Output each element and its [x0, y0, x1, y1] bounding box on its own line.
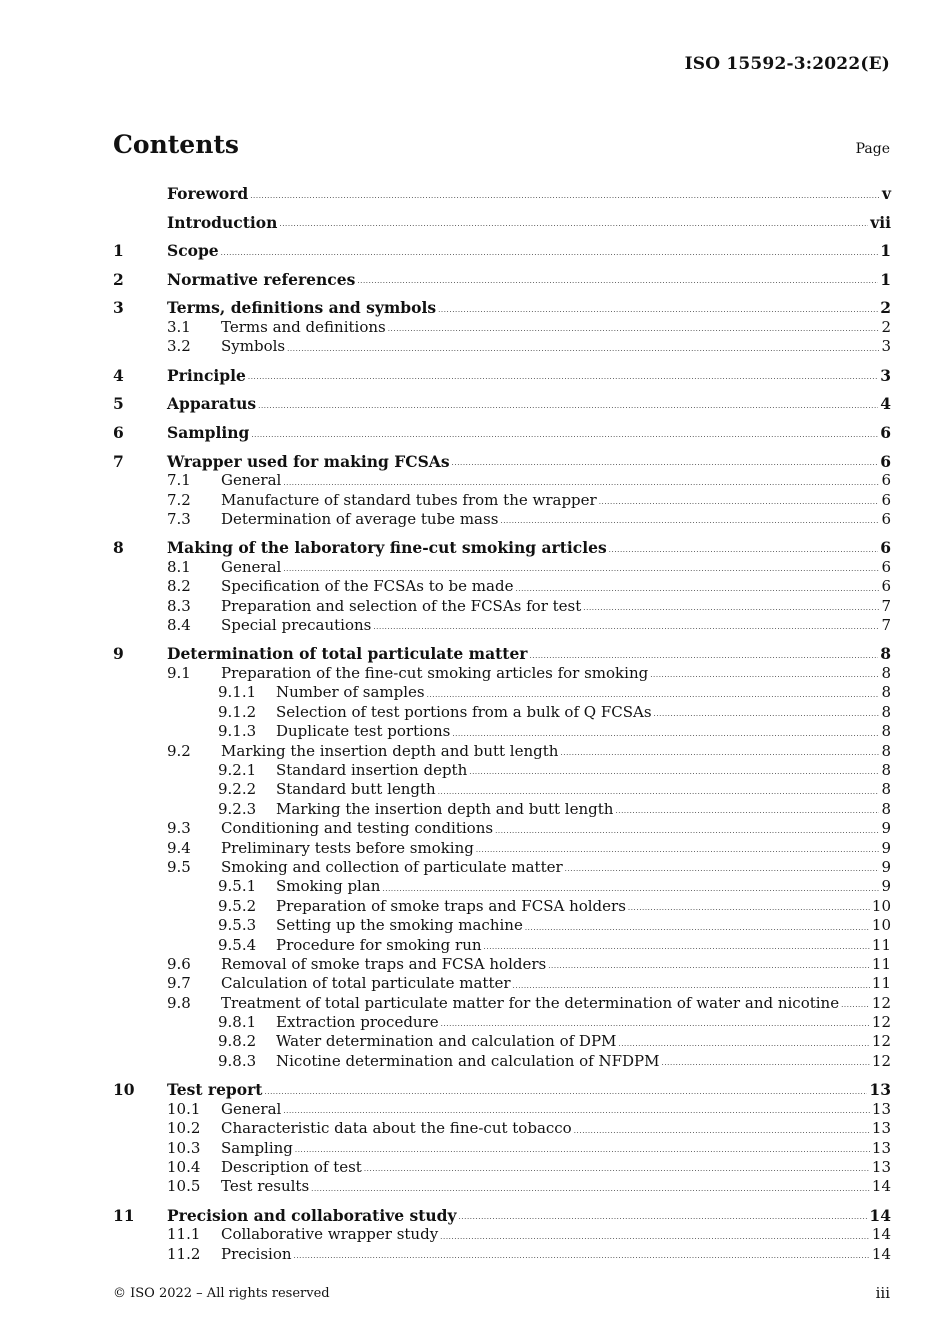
- toc-entry-page: 9: [881, 857, 891, 876]
- toc-entry-number: 3.2: [167, 337, 191, 356]
- page-title: Contents: [113, 130, 240, 159]
- dot-leader: [500, 517, 879, 525]
- page-column-label: Page: [855, 141, 890, 157]
- toc-entry[interactable]: [113, 722, 891, 741]
- dot-leader: [458, 1213, 867, 1221]
- toc-entry[interactable]: [113, 800, 891, 819]
- toc-entry-title: Water determination and calculation of DPM: [276, 1032, 617, 1051]
- dot-leader: [311, 1185, 870, 1193]
- dot-leader: [615, 807, 879, 815]
- toc-entry-title: Smoking and collection of particulate matter: [221, 857, 563, 876]
- toc-entry[interactable]: [113, 1245, 891, 1264]
- copyright-notice: © ISO 2022 – All rights reserved: [113, 1286, 330, 1301]
- toc-entry-title: Removal of smoke traps and FCSA holders: [221, 954, 547, 973]
- toc-entry-page: 6: [881, 557, 891, 576]
- toc-entry-number: 8.3: [167, 596, 191, 615]
- toc-entry[interactable]: [113, 184, 891, 204]
- toc-entry[interactable]: [113, 471, 891, 490]
- toc-entry-number: 4: [113, 365, 124, 385]
- dot-leader: [469, 768, 879, 776]
- page-number: iii: [875, 1284, 890, 1302]
- toc-entry[interactable]: [113, 213, 891, 233]
- toc-entry-page: 4: [880, 394, 891, 414]
- toc-entry-page: 13: [871, 1158, 891, 1177]
- toc-entry-number: 10.2: [167, 1119, 201, 1138]
- dot-leader: [841, 1001, 870, 1009]
- dot-leader: [628, 904, 870, 912]
- toc-entry-page: 8: [880, 644, 891, 664]
- toc-entry-title: Calculation of total particulate matter: [221, 974, 511, 993]
- toc-entry-title: Number of samples: [276, 683, 425, 702]
- dot-leader: [382, 885, 879, 893]
- dot-leader: [258, 402, 878, 410]
- toc-entry-page: 6: [881, 471, 891, 490]
- toc-entry-number: 9.3: [167, 819, 191, 838]
- toc-entry-title: Preliminary tests before smoking: [221, 838, 474, 857]
- toc-entry-title: Determination of average tube mass: [221, 509, 499, 528]
- dot-leader: [283, 479, 879, 487]
- dot-leader: [438, 306, 878, 314]
- toc-entry-page: 2: [881, 317, 891, 336]
- toc-entry-number: 7.3: [167, 509, 191, 528]
- toc-entry-number: 9.4: [167, 838, 191, 857]
- toc-entry-title: Setting up the smoking machine: [276, 916, 523, 935]
- toc-entry-page: 11: [871, 974, 891, 993]
- toc-entry-title: Terms and definitions: [221, 317, 386, 336]
- toc-entry-page: v: [881, 184, 891, 203]
- dot-leader: [279, 220, 868, 228]
- toc-entry-number: 9.1.1: [218, 683, 257, 702]
- toc-entry[interactable]: [113, 858, 891, 877]
- dot-leader: [513, 982, 870, 990]
- toc-entry-page: 6: [880, 538, 891, 558]
- dot-leader: [515, 585, 879, 593]
- dot-leader: [248, 373, 878, 381]
- toc-entry-number: 9.7: [167, 974, 191, 993]
- toc-entry[interactable]: [113, 916, 891, 935]
- toc-entry-title: Standard butt length: [276, 780, 436, 799]
- toc-entry[interactable]: [113, 241, 891, 261]
- dot-leader: [583, 604, 879, 612]
- dot-leader: [357, 277, 878, 285]
- toc-entry-page: 6: [880, 422, 891, 442]
- toc-entry[interactable]: [113, 1052, 891, 1071]
- toc-entry-title: Description of test: [221, 1158, 362, 1177]
- toc-entry-number: 8.4: [167, 616, 191, 635]
- dot-leader: [609, 546, 879, 554]
- toc-entry-page: 6: [880, 451, 891, 471]
- toc-entry-number: 3: [113, 298, 124, 318]
- toc-entry-title: Smoking plan: [276, 877, 381, 896]
- dot-leader: [250, 192, 879, 200]
- toc-entry[interactable]: [113, 664, 891, 683]
- toc-entry-title: Conditioning and testing conditions: [221, 819, 494, 838]
- toc-entry[interactable]: [113, 644, 891, 664]
- toc-entry-page: 8: [881, 683, 891, 702]
- dot-leader: [427, 691, 879, 699]
- toc-entry[interactable]: [113, 1158, 891, 1177]
- toc-entry-number: 9: [113, 644, 124, 664]
- toc-entry-page: 6: [881, 509, 891, 528]
- toc-entry-title: Terms, definitions and symbols: [167, 298, 437, 318]
- dot-leader: [295, 1146, 870, 1154]
- dot-leader: [251, 431, 878, 439]
- toc-entry-title: Procedure for smoking run: [276, 935, 482, 954]
- toc-entry-title: Scope: [167, 241, 219, 261]
- toc-entry-number: 10.5: [167, 1177, 201, 1196]
- dot-leader: [221, 249, 879, 257]
- toc-entry[interactable]: [113, 839, 891, 858]
- toc-entry[interactable]: [113, 558, 891, 577]
- toc-entry-title: Sampling: [221, 1138, 293, 1157]
- dot-leader: [650, 671, 879, 679]
- toc-entry-number: 9.8.3: [218, 1051, 257, 1070]
- toc-entry[interactable]: [113, 597, 891, 616]
- toc-entry-page: 14: [871, 1244, 891, 1263]
- toc-entry[interactable]: [113, 1013, 891, 1032]
- toc-entry-title: Wrapper used for making FCSAs: [167, 451, 450, 471]
- toc-entry-number: 9.1: [167, 664, 191, 683]
- toc-entry-page: 6: [881, 490, 891, 509]
- dot-leader: [264, 1088, 867, 1096]
- toc-entry-number: 9.2.2: [218, 780, 257, 799]
- toc-entry[interactable]: [113, 1206, 891, 1226]
- toc-entry-page: 11: [871, 954, 891, 973]
- toc-entry-title: Special precautions: [221, 616, 372, 635]
- toc-entry-title: Preparation and selection of the FCSAs for test: [221, 596, 582, 615]
- toc-entry-page: 12: [871, 1051, 891, 1070]
- toc-entry-number: 9.2: [167, 741, 191, 760]
- toc-entry-title: Manufacture of standard tubes from the wrapper: [221, 490, 597, 509]
- toc-entry-number: 9.2.1: [218, 761, 257, 779]
- toc-entry-page: 3: [881, 337, 891, 356]
- toc-entry-page: 14: [871, 1177, 891, 1196]
- toc-entry[interactable]: [113, 1119, 891, 1138]
- toc-entry[interactable]: [113, 703, 891, 722]
- toc-entry-number: 1: [113, 241, 124, 261]
- toc-entry-title: Preparation of the fine-cut smoking articles for smoking: [221, 664, 649, 683]
- toc-entry-title: Foreword: [167, 184, 249, 203]
- toc-entry-page: 10: [871, 896, 891, 915]
- dot-leader: [654, 710, 879, 718]
- dot-leader: [452, 459, 879, 467]
- dot-leader: [364, 1165, 870, 1173]
- dot-leader: [495, 827, 879, 835]
- dot-leader: [560, 749, 879, 757]
- dot-leader: [440, 1233, 870, 1241]
- toc-entry-page: 8: [881, 761, 891, 779]
- toc-entry-number: 11: [113, 1205, 135, 1225]
- toc-entry-title: Principle: [167, 365, 246, 385]
- table-of-contents: [113, 184, 891, 1264]
- toc-entry-number: 7.2: [167, 490, 191, 509]
- toc-entry[interactable]: [113, 337, 891, 356]
- toc-entry-number: 7.1: [167, 471, 191, 490]
- dot-leader: [548, 962, 870, 970]
- toc-entry[interactable]: [113, 897, 891, 916]
- dot-leader: [452, 730, 879, 738]
- toc-entry[interactable]: [113, 1139, 891, 1158]
- toc-entry-page: 9: [881, 838, 891, 857]
- toc-entry-page: 8: [881, 780, 891, 799]
- toc-entry-title: Characteristic data about the fine-cut tobacco: [221, 1119, 572, 1138]
- toc-entry[interactable]: [113, 423, 891, 443]
- toc-entry[interactable]: [113, 452, 891, 472]
- dot-leader: [618, 1040, 870, 1048]
- toc-entry-page: 10: [871, 916, 891, 935]
- toc-entry[interactable]: [113, 877, 891, 896]
- toc-entry-title: Precision: [221, 1244, 292, 1263]
- toc-entry-page: 6: [881, 577, 891, 596]
- toc-entry-title: Collaborative wrapper study: [221, 1225, 439, 1244]
- toc-entry-page: 12: [871, 1013, 891, 1032]
- dot-leader: [438, 788, 879, 796]
- toc-entry-number: 9.5.1: [218, 877, 257, 896]
- toc-entry-title: Preparation of smoke traps and FCSA holders: [276, 896, 626, 915]
- toc-entry-number: 9.6: [167, 954, 191, 973]
- toc-entry-page: 13: [871, 1099, 891, 1118]
- dot-leader: [373, 623, 879, 631]
- toc-entry[interactable]: [113, 298, 891, 318]
- dot-leader: [565, 865, 879, 873]
- toc-entry[interactable]: [113, 1100, 891, 1119]
- toc-entry-title: Determination of total particulate matter: [167, 644, 528, 664]
- toc-entry-number: 9.8.1: [218, 1013, 257, 1032]
- toc-entry-title: General: [221, 1099, 282, 1118]
- toc-entry-number: 6: [113, 422, 124, 442]
- toc-entry-title: Specification of the FCSAs to be made: [221, 577, 514, 596]
- dot-leader: [574, 1127, 870, 1135]
- toc-entry-page: 13: [871, 1138, 891, 1157]
- toc-entry-page: vii: [870, 212, 891, 232]
- toc-entry-title: Treatment of total particulate matter for the determination of water and nicotine: [221, 993, 840, 1012]
- toc-entry[interactable]: [113, 577, 891, 596]
- toc-entry-number: 2: [113, 269, 124, 289]
- toc-entry-number: 9.1.2: [218, 702, 257, 721]
- toc-entry-number: 10.4: [167, 1158, 201, 1177]
- dot-leader: [283, 565, 879, 573]
- dot-leader: [388, 325, 879, 333]
- dot-leader: [476, 846, 879, 854]
- toc-entry-number: 9.5.4: [218, 935, 257, 954]
- toc-entry-title: General: [221, 471, 282, 490]
- toc-entry[interactable]: [113, 819, 891, 838]
- toc-entry-page: 8: [881, 799, 891, 818]
- toc-entry-title: Marking the insertion depth and butt length: [221, 741, 559, 760]
- toc-entry-page: 12: [871, 993, 891, 1012]
- toc-entry[interactable]: [113, 1080, 891, 1100]
- toc-entry-title: Duplicate test portions: [276, 722, 451, 741]
- toc-entry-page: 7: [881, 596, 891, 615]
- toc-entry-title: General: [221, 557, 282, 576]
- toc-entry-number: 7: [113, 451, 124, 471]
- toc-entry[interactable]: [113, 1225, 891, 1244]
- toc-entry[interactable]: [113, 761, 891, 780]
- toc-entry-page: 12: [871, 1032, 891, 1051]
- toc-entry-number: 9.5: [167, 857, 191, 876]
- toc-entry-number: 9.5.3: [218, 916, 257, 935]
- document-id: ISO 15592-3:2022(E): [684, 54, 890, 74]
- toc-entry[interactable]: [113, 366, 891, 386]
- toc-entry[interactable]: [113, 974, 891, 993]
- toc-entry-page: 7: [881, 616, 891, 635]
- toc-entry-number: 11.1: [167, 1225, 201, 1244]
- toc-entry-title: Extraction procedure: [276, 1013, 439, 1032]
- toc-entry[interactable]: [113, 538, 891, 558]
- dot-leader: [529, 652, 878, 660]
- toc-entry-page: 8: [881, 664, 891, 683]
- toc-entry[interactable]: [113, 994, 891, 1013]
- toc-entry-page: 8: [881, 741, 891, 760]
- dot-leader: [441, 1020, 870, 1028]
- toc-entry[interactable]: [113, 1177, 891, 1196]
- toc-entry-number: 8: [113, 538, 124, 558]
- toc-entry-page: 3: [880, 365, 891, 385]
- toc-entry-page: 11: [871, 935, 891, 954]
- toc-entry-title: Symbols: [221, 337, 286, 356]
- dot-leader: [525, 924, 870, 932]
- toc-entry-page: 14: [871, 1225, 891, 1244]
- toc-entry-title: Standard insertion depth: [276, 761, 468, 779]
- toc-entry[interactable]: [113, 510, 891, 529]
- toc-entry-title: Sampling: [167, 422, 250, 442]
- toc-entry-page: 2: [880, 298, 891, 318]
- toc-entry-title: Marking the insertion depth and butt length: [276, 799, 614, 818]
- toc-entry-number: 9.8.2: [218, 1032, 257, 1051]
- toc-entry-page: 13: [869, 1080, 891, 1100]
- toc-entry-page: 14: [869, 1205, 891, 1225]
- toc-entry-page: 9: [881, 819, 891, 838]
- dot-leader: [287, 345, 879, 353]
- toc-entry-title: Introduction: [167, 212, 278, 232]
- toc-entry-number: 5: [113, 394, 124, 414]
- toc-entry-number: 9.8: [167, 993, 191, 1012]
- toc-entry[interactable]: [113, 1032, 891, 1051]
- dot-leader: [283, 1107, 870, 1115]
- toc-entry-title: Nicotine determination and calculation of NFDPM: [276, 1051, 660, 1070]
- toc-entry-title: Apparatus: [167, 394, 257, 414]
- toc-entry[interactable]: [113, 270, 891, 290]
- toc-entry[interactable]: [113, 780, 891, 799]
- toc-entry-number: 3.1: [167, 317, 191, 336]
- toc-entry[interactable]: [113, 394, 891, 414]
- dot-leader: [599, 498, 879, 506]
- toc-entry-number: 8.2: [167, 577, 191, 596]
- toc-entry-title: Test results: [221, 1177, 310, 1196]
- toc-entry-title: Making of the laboratory fine-cut smoking articles: [167, 538, 607, 558]
- toc-entry-page: 1: [880, 241, 891, 261]
- toc-entry-page: 13: [871, 1119, 891, 1138]
- toc-entry-number: 10.3: [167, 1138, 201, 1157]
- toc-entry[interactable]: [113, 936, 891, 955]
- toc-entry-title: Normative references: [167, 269, 356, 289]
- toc-entry-number: 9.5.2: [218, 896, 257, 915]
- toc-entry-number: 10: [113, 1080, 135, 1100]
- toc-entry-title: Test report: [167, 1080, 263, 1100]
- toc-entry-number: 8.1: [167, 557, 191, 576]
- toc-entry-page: 8: [881, 702, 891, 721]
- dot-leader: [662, 1059, 870, 1067]
- toc-entry-title: Selection of test portions from a bulk of Q FCSAs: [276, 702, 652, 721]
- toc-entry-page: 9: [881, 877, 891, 896]
- toc-entry[interactable]: [113, 491, 891, 510]
- toc-entry[interactable]: [113, 616, 891, 635]
- toc-entry-number: 9.2.3: [218, 799, 257, 818]
- dot-leader: [484, 943, 870, 951]
- toc-entry-page: 8: [881, 722, 891, 741]
- toc-entry-number: 10.1: [167, 1099, 201, 1118]
- toc-entry-page: 1: [880, 269, 891, 289]
- toc-entry[interactable]: [113, 683, 891, 702]
- toc-entry[interactable]: [113, 955, 891, 974]
- toc-entry-title: Precision and collaborative study: [167, 1205, 457, 1225]
- toc-entry[interactable]: [113, 318, 891, 337]
- toc-entry-number: 9.1.3: [218, 722, 257, 741]
- toc-entry-number: 11.2: [167, 1244, 201, 1263]
- toc-entry[interactable]: [113, 742, 891, 761]
- dot-leader: [294, 1252, 870, 1260]
